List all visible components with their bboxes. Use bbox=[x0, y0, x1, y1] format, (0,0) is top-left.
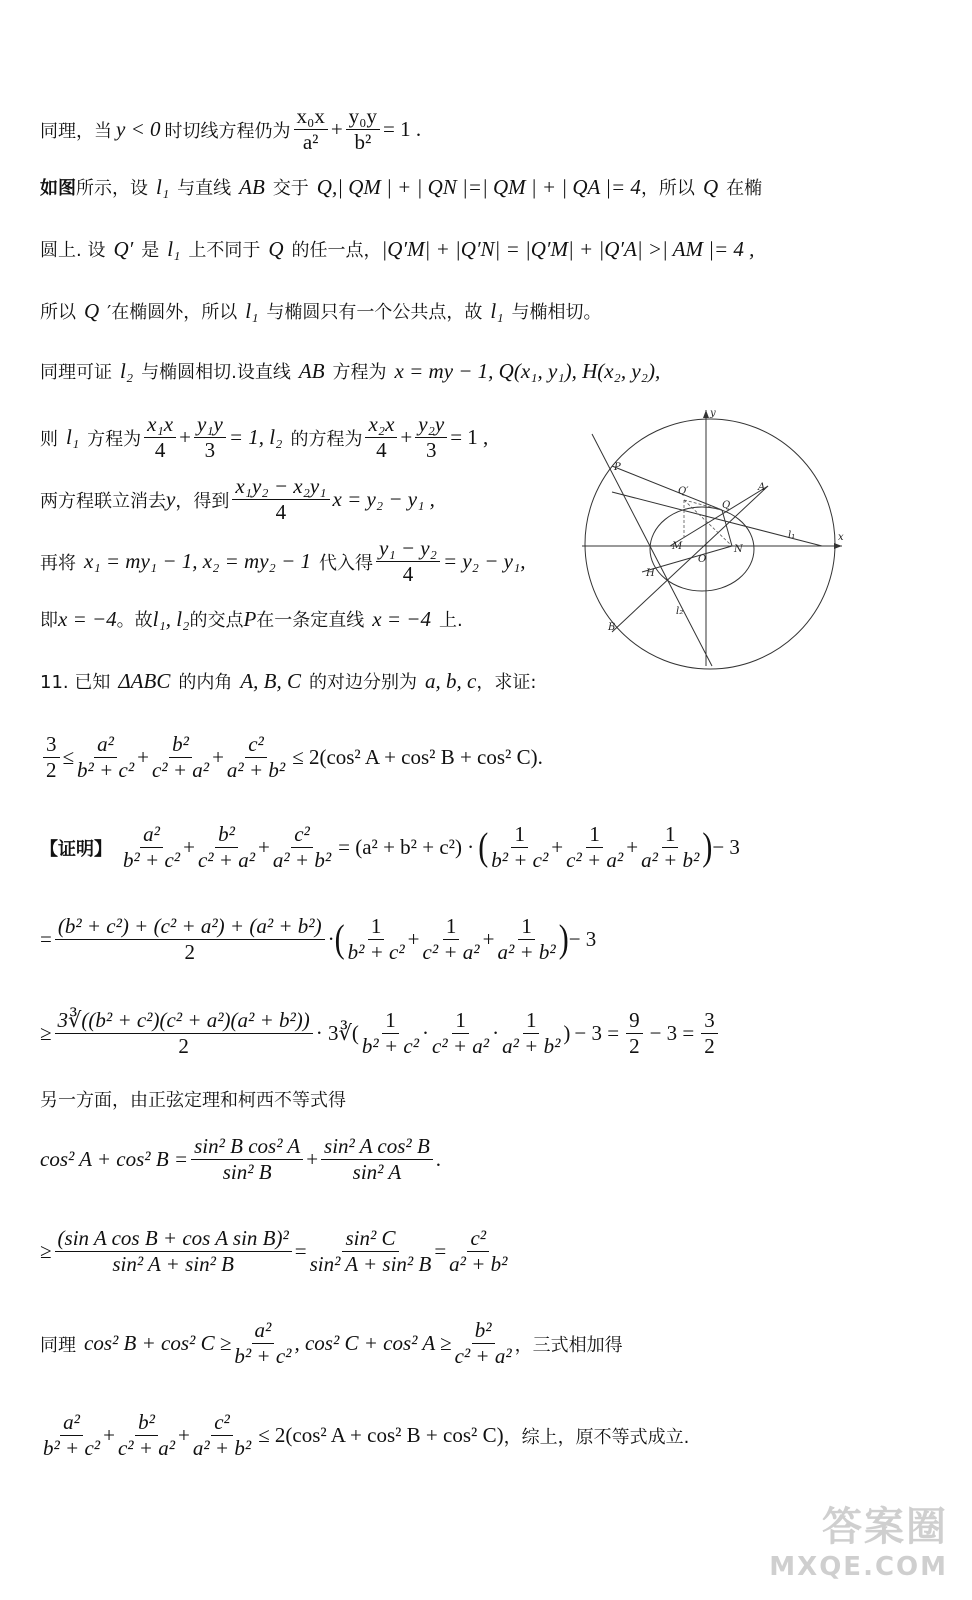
label-q: Q bbox=[722, 500, 731, 511]
line-2: 如图 所示，设 l₁ 与直线 AB 交于 Q,| QM | + | QN |=| QM | + | QA |= 4 ，所以 Q 在椭 bbox=[40, 174, 763, 199]
line-6: 则 l₁ 方程为 $\frac{\text{x₁x}}{4}$ + $\frac{\text{y₁y}}{3}$ = 1, l₂ 的方程为 $\frac{\text{x₂x}}{4}$ + $\frac{\text{y₂y}}{3}$ = 1 , bbox=[40, 412, 489, 463]
line-8: 再将 x₁ = my₁ − 1, x₂ = my₂ − 1 代入得 $\frac{\text{y₁ − y₂}}{4}$ = y₂ − y₁, bbox=[40, 536, 526, 587]
fraction: $\frac{\text{x₀x}}{\text{a²}}$ bbox=[294, 104, 328, 155]
label-h: H bbox=[646, 568, 655, 579]
proof-line-4: cos² A + cos² B = $\frac{\text{sin² B cos² A}}{\text{sin² B}}$ + $\frac{\text{sin² A cos² B}}{\text{sin² A}}$ . bbox=[40, 1134, 442, 1185]
label-m: M bbox=[672, 541, 683, 552]
line-7: 两方程联立消去 y ，得到 $\frac{\text{x₁y₂ − x₂y₁}}{4}$ x = y₂ − y₁ , bbox=[40, 474, 435, 525]
label-b: B bbox=[608, 622, 616, 633]
segment-hn bbox=[642, 546, 732, 572]
line-1: 同理，当 y < 0 时切线方程仍为 $\frac{\text{x₀x}}{\text{a²}}$ + $\frac{\text{y₀y}}{\text{b²}}$ = 1 . bbox=[40, 104, 422, 155]
proof-line-2: = $\frac{\text{(b² + c²) + (c² + a²) + (a² + b²)}}{2}$ · ( $\frac{1}{\text{b² + c²}}$ + $\frac{1}{\text{c² + a²}}$ + $\frac{1}{\text{a² + b²}}$ ) − 3 bbox=[40, 914, 597, 965]
label-y: y bbox=[710, 408, 716, 419]
label-l2: l₂ bbox=[676, 606, 684, 617]
problem-11-heading: 11. 已知 ΔABC 的内角 A, B, C 的对边分别为 a, b, c ，求证: bbox=[40, 668, 537, 693]
outer-circle bbox=[585, 419, 835, 669]
line-9: 即 x = −4 。故 l₁, l₂ 的交点 P 在一条定直线 x = −4 上. bbox=[40, 606, 463, 631]
label-l1: l₁ bbox=[788, 530, 796, 541]
line-3: 圆上. 设 Q′ 是 l₁ 上不同于 Q 的任一点， |Q′M| + |Q′N| = |Q′M| + |Q′A| >| AM |= 4 , bbox=[40, 236, 755, 261]
ellipse-tangent-figure bbox=[572, 404, 852, 672]
watermark-logo: 答案圈 MXQE.COM bbox=[769, 1504, 948, 1582]
label-x: x bbox=[838, 532, 844, 543]
inequality-statement: $\frac{3}{2}$ ≤ $\frac{\text{a²}}{\text{b² + c²}}$ + $\frac{\text{b²}}{\text{c² + a²}}$ + $\frac{\text{c²}}{\text{a² + b²}}$ ≤ 2(cos² A + cos² B + cos² C). bbox=[40, 732, 543, 783]
label-n: N bbox=[734, 544, 743, 555]
proof-line-7: $\frac{\text{a²}}{\text{b² + c²}}$ + $\frac{\text{b²}}{\text{c² + a²}}$ + $\frac{\text{c²}}{\text{a² + b²}}$ ≤ 2(cos² A + cos² B + cos² C) ，综上，原不等式成立. bbox=[43, 1410, 690, 1461]
label-o: O bbox=[698, 554, 707, 565]
proof-line-3: ≥ $\frac{\text{3∛((b² + c²)(c² + a²)(a² + b²))}}{2}$ · 3∛( $\frac{1}{\text{b² + c²}}$ · $\frac{1}{\text{c² + a²}}$ · $\frac{1}{\text{a² + b²}}$ ) − 3 = $\frac{9}{2}$ − 3 = $\frac{3}{2}$ bbox=[40, 1008, 721, 1059]
proof-line-1: 【证明】 $\frac{\text{a²}}{\text{b² + c²}}$ + $\frac{\text{b²}}{\text{c² + a²}}$ + $\frac{\text{c²}}{\text{a² + b²}}$ = (a² + b² + c²) · ( $\frac{1}{\text{b² + c²}}$ + $\frac{1}{\text{c² + a²}}$ + $\frac{1}{\text{a² + b²}}$ ) − 3 bbox=[40, 822, 740, 873]
line-5: 同理可证 l₂ 与椭圆相切.设直线 AB 方程为 x = my − 1, Q(x₁, y₁), H(x₂, y₂), bbox=[40, 358, 661, 383]
label-a: A bbox=[758, 482, 766, 493]
label-p: P bbox=[614, 462, 621, 473]
line-4: 所以 Q ′在椭圆外，所以 l₁ 与椭圆只有一个公共点，故 l₁ 与椭相切。 bbox=[40, 298, 602, 323]
label-q-prime: Q′ bbox=[678, 486, 689, 497]
proof-line-6: 同理 cos² B + cos² C ≥ $\frac{\text{a²}}{\text{b² + c²}}$ , cos² C + cos² A ≥ $\frac{\text{b²}}{\text{c² + a²}}$ ，三式相加得 bbox=[40, 1318, 623, 1369]
fraction: $\frac{\text{y₀y}}{\text{b²}}$ bbox=[346, 104, 380, 155]
line-cauchy-intro: 另一方面，由正弦定理和柯西不等式得 bbox=[40, 1090, 346, 1111]
proof-line-5: ≥ $\frac{\text{(sin A cos B + cos A sin B)²}}{\text{sin² A + sin² B}}$ = $\frac{\text{sin² C}}{\text{sin² A + sin² B}}$ = $\frac{\text{c²}}{\text{a² + b²}}$ bbox=[40, 1226, 508, 1277]
